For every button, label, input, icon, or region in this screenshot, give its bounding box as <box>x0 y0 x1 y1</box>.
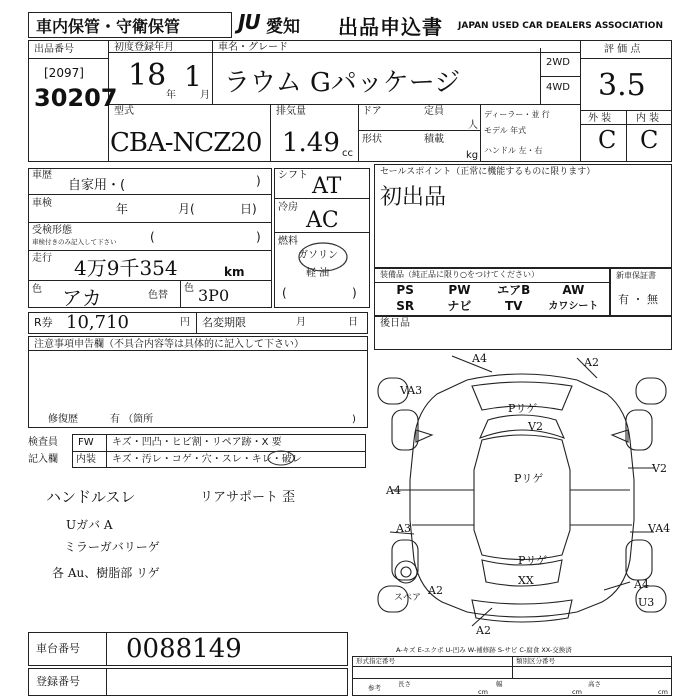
repair-label: 修復歴 <box>48 414 78 425</box>
inspect-year: 年 <box>116 202 129 216</box>
shift-value: AT <box>312 174 342 199</box>
damage-mark: VA3 <box>400 384 423 397</box>
chassis-label: 車台番号 <box>36 642 80 655</box>
width-label: 幅 <box>496 680 503 688</box>
english-title: JAPAN USED CAR DEALERS ASSOCIATION <box>458 21 663 31</box>
name-change-month: 月 <box>296 317 306 328</box>
damage-mark: A2 <box>428 584 443 597</box>
note-w-gap: Uガバ A <box>66 518 113 532</box>
lot-label: 出品番号 <box>34 44 74 55</box>
damage-mark: A3 <box>396 522 411 535</box>
damage-mark: VA4 <box>648 522 671 535</box>
notice-label: 注意事項申告欄（不具合内容等は具体的に記入して下さい） <box>34 339 304 350</box>
ac-label: 冷房 <box>278 202 298 213</box>
grade-value: 3.5 <box>598 68 646 103</box>
inspector-int: 内装 <box>76 454 96 465</box>
equip-grid <box>378 283 606 315</box>
first-reg-month: 1 <box>184 60 202 93</box>
mileage-unit: km <box>224 265 245 279</box>
grade-label: 評 価 点 <box>604 44 641 55</box>
inspector-fw: FW <box>78 437 94 448</box>
door-label: ドア <box>362 106 382 117</box>
after-block <box>374 316 672 350</box>
note-resin: 各 Au、樹脂部 リゲ <box>52 566 160 580</box>
load-unit: kg <box>466 150 479 161</box>
name-change-label: 名変期限 <box>202 316 246 329</box>
color-code-value: 3P0 <box>198 286 230 305</box>
chassis-value: 0088149 <box>126 634 242 664</box>
note-handle: ハンドルスレ <box>46 488 136 506</box>
damage-legend: A-キズ E-エクボ U-凹み W-補修跡 S-サビ C-腐食 XX-交換済 <box>396 646 572 654</box>
month-unit: 月 <box>200 90 210 101</box>
height-label: 高さ <box>588 680 601 688</box>
recv-close: ) <box>256 230 261 244</box>
type-label: 型式 <box>114 106 134 117</box>
color-value: アカ <box>62 286 102 310</box>
equip-leather: カワシート <box>548 301 599 312</box>
damage-mark: V2 <box>528 420 543 433</box>
warranty-value: 有 ・ 無 <box>618 293 658 306</box>
disp-label: 排気量 <box>276 106 306 117</box>
sales-label: セールスポイント（正常に機能するものに限ります） <box>380 167 596 177</box>
capacity-label: 定員 <box>424 106 444 117</box>
mileage-value: 4万9千354 <box>74 256 178 280</box>
storage-title: 車内保管・守衛保管 <box>36 17 181 36</box>
inspector-int-items: キズ・汚レ・コゲ・穴・スレ・キレ・破レ <box>112 454 302 465</box>
equip-pw: PW <box>448 283 471 297</box>
fuel-diesel: 軽 油 <box>306 268 330 279</box>
inspector-label-1: 検査員 <box>28 437 58 448</box>
ext-value: C <box>598 126 617 154</box>
capacity-unit: 人 <box>468 120 478 131</box>
equip-aw: AW <box>562 283 585 297</box>
r-label: R券 <box>34 316 53 329</box>
lot-number: 30207 <box>34 84 118 112</box>
inspector-label-2: 記入欄 <box>28 454 58 465</box>
length-label: 長さ <box>398 680 411 688</box>
damage-mark: V2 <box>652 462 667 475</box>
ref-label: 参考 <box>368 684 381 692</box>
shift-label: シフト <box>278 170 308 181</box>
model-label: 車名・グレード <box>218 42 288 53</box>
model-year-label: モデル 年式 <box>484 126 527 135</box>
dealer-label: ディーラー・並 行 <box>484 110 550 119</box>
ext-label: 外 装 <box>588 113 612 124</box>
handle-label: ハンドル 左・右 <box>484 146 543 155</box>
ju-logo: JU <box>238 10 260 34</box>
usage-value: 自家用・( <box>68 178 126 193</box>
load-label: 積載 <box>424 134 444 145</box>
damage-mark: XX <box>518 574 534 587</box>
equip-tv: TV <box>504 299 523 313</box>
usage-close: ) <box>256 174 261 188</box>
drive-4wd: 4WD <box>546 82 570 93</box>
r-unit: 円 <box>180 317 190 328</box>
width-unit: cm <box>572 688 582 696</box>
disp-value: 1.49 <box>282 128 340 158</box>
cert-label-1: 形式指定番号 <box>356 657 395 665</box>
damage-mark: Pリゲ <box>508 402 538 415</box>
recv-paren: ( <box>150 230 155 244</box>
fuel-gas: ガソリン <box>298 250 338 261</box>
spare-label: スペア <box>394 593 422 603</box>
inspect-day: 日) <box>240 202 257 216</box>
note-rear-support: リアサポート 歪 <box>200 490 296 505</box>
fuel-close: ) <box>352 286 357 300</box>
warranty-label: 新車保証書 <box>616 271 656 280</box>
usage-label: 車歴 <box>32 170 52 181</box>
type-value: CBA-NCZ20 <box>110 128 262 158</box>
first-reg-year: 18 <box>128 58 167 93</box>
lot-bracket: [2097] <box>44 66 84 80</box>
equip-ps: PS <box>396 283 414 297</box>
inspector-circle <box>266 449 296 467</box>
recv-note: 車検付きのみ記入して下さい <box>32 238 117 246</box>
first-reg-label: 初度登録年月 <box>114 42 174 53</box>
damage-mark: A4 <box>634 578 649 591</box>
inspect-label: 車検 <box>32 198 52 209</box>
color-label: 色 <box>32 284 42 295</box>
fuel-label: 燃料 <box>278 236 298 247</box>
equip-sr: SR <box>396 299 415 313</box>
repair-close: ) <box>352 414 356 425</box>
damage-mark: U3 <box>638 596 655 609</box>
height-unit: cm <box>658 688 668 696</box>
mileage-label: 走行 <box>32 253 52 264</box>
color-no-label: 色替 <box>148 290 168 301</box>
damage-mark: A4 <box>386 484 401 497</box>
damage-mark: A2 <box>476 624 491 637</box>
form-title: 出品申込書 <box>338 15 443 39</box>
damage-mark: A4 <box>472 352 487 365</box>
ac-value: AC <box>306 208 339 233</box>
damage-mark: A2 <box>584 356 599 369</box>
equip-navi: ナビ <box>447 299 472 313</box>
inspector-fw-items: キズ・凹凸・ヒビ割・リペア跡・X 要 <box>112 437 282 448</box>
color-code-label: 色 <box>184 283 194 294</box>
drive-2wd: 2WD <box>546 57 570 68</box>
model-value: ラウム Gパッケージ <box>224 68 461 98</box>
year-unit: 年 <box>166 90 176 101</box>
equip-label: 装備品（純正品に限り○をつけてください） <box>380 270 539 279</box>
reg-label: 登録番号 <box>36 675 80 688</box>
cert-label-2: 類別区分番号 <box>516 657 555 665</box>
fuel-paren: ( <box>282 286 287 300</box>
shape-label: 形状 <box>362 134 382 145</box>
r-value: 10,710 <box>66 312 129 333</box>
damage-mark: Pリゲ <box>514 472 544 485</box>
length-unit: cm <box>478 688 488 696</box>
car-diagram <box>372 350 672 640</box>
after-label: 後日品 <box>380 318 410 329</box>
fuel-circle <box>296 240 350 274</box>
disp-unit: cc <box>342 148 353 159</box>
brand-name: 愛知 <box>266 17 300 37</box>
inspect-month: 月( <box>178 202 195 216</box>
repair-value: 有 （箇所 <box>110 414 154 425</box>
name-change-day: 日 <box>348 317 358 328</box>
damage-mark: Pリゲ <box>518 554 548 567</box>
recv-label: 受検形態 <box>32 225 72 236</box>
equip-airbag: エアB <box>497 283 531 297</box>
sales-value: 初出品 <box>380 185 447 210</box>
int-value: C <box>640 126 659 154</box>
note-mirror: ミラーガバリーゲ <box>64 540 160 554</box>
int-label: 内 装 <box>636 113 660 124</box>
